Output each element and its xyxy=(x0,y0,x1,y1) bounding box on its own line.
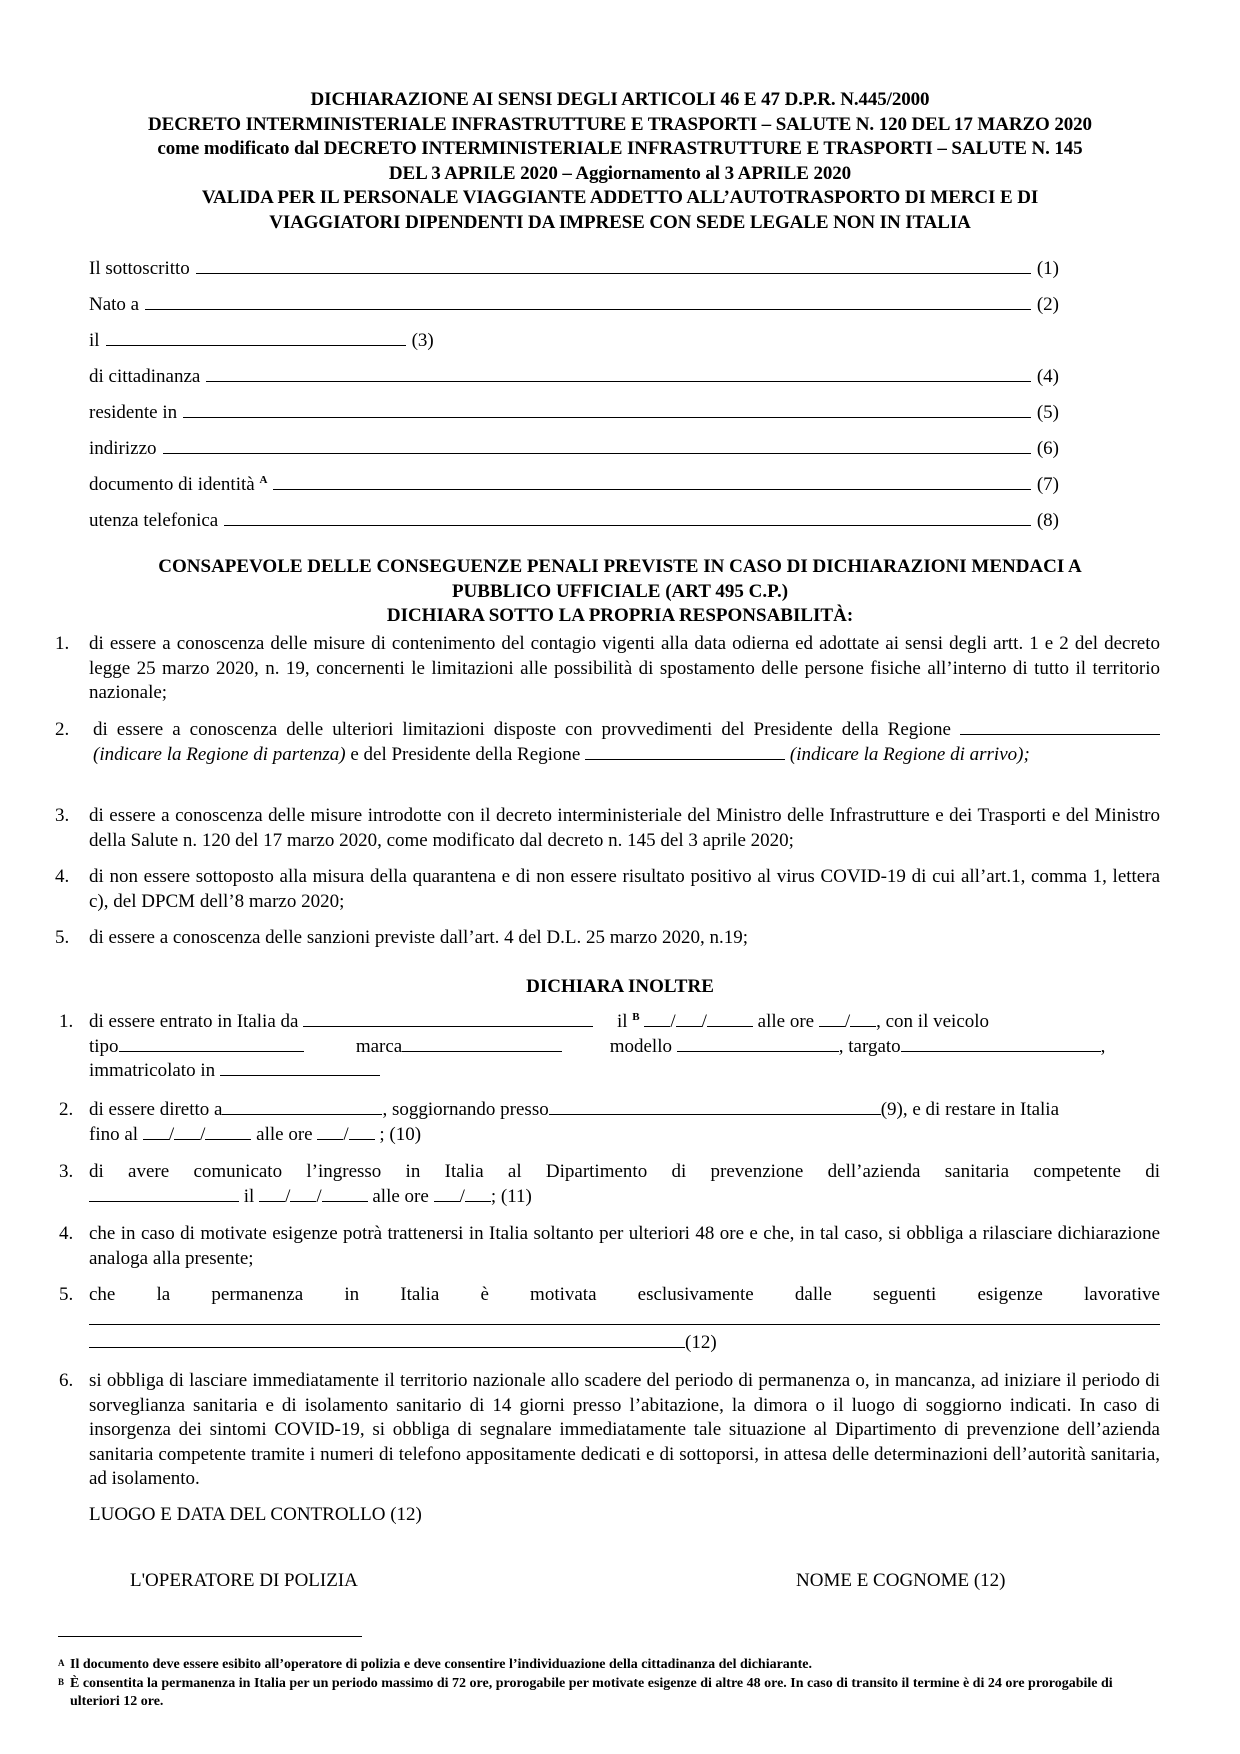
field-label: Nato a xyxy=(89,294,140,315)
footnote-b xyxy=(58,1675,1168,1711)
vehicle-type-input[interactable] xyxy=(119,1037,304,1052)
id-document-input[interactable] xyxy=(273,475,1030,490)
item-text xyxy=(89,1160,1160,1185)
header-line: DECRETO INTERMINISTERIALE INFRASTRUTTURE E TRASPORTI – SALUTE N. 120 DEL 17 MARZO 2020 xyxy=(148,113,1092,135)
field-label: Il sottoscritto xyxy=(89,258,190,279)
entry-month-input[interactable] xyxy=(676,1012,702,1027)
item-text-part: il xyxy=(243,1185,255,1207)
field-label: indirizzo xyxy=(89,438,157,459)
declaration-item xyxy=(55,865,1160,914)
item-text: di non essere sottoposto alla misura della quarantena e di non essere risultato positivo al virus COVID-19 di cui all’art.1, comma 1, lettera c), del DPCM dell’8 marzo 2020; xyxy=(89,866,1160,912)
item-text-part: di essere entrato in Italia da xyxy=(89,1011,299,1032)
header-line: VIAGGIATORI DIPENDENTI DA IMPRESE CON SEDE LEGALE NON IN ITALIA xyxy=(269,211,971,233)
vehicle-brand-input[interactable] xyxy=(402,1037,562,1052)
destination-input[interactable] xyxy=(222,1100,382,1115)
item-text-part: e del Presidente della Regione xyxy=(350,743,581,765)
item-text: che in caso di motivate esigenze potrà trattenersi in Italia soltanto per ulteriori 48 ore e che, in tal caso, si obbliga a rilasciare dichiarazione analoga alla presente; xyxy=(89,1223,1160,1269)
footnote-divider xyxy=(58,1636,362,1637)
item-number: 3. xyxy=(55,805,70,826)
header-line: DEL 3 APRILE 2020 – Aggiornamento al 3 APRILE 2020 xyxy=(388,162,852,184)
stay-minute-input[interactable] xyxy=(349,1125,375,1140)
further-item-obligation xyxy=(55,1369,1160,1492)
item-number: 4. xyxy=(55,866,70,887)
item-text: di essere a conoscenza delle sanzioni previste dall’art. 4 del D.L. 25 marzo 2020, n.19; xyxy=(89,927,748,948)
field-ref: (3) xyxy=(411,330,434,351)
health-agency-input[interactable] xyxy=(89,1187,239,1202)
work-reasons-input-line-1[interactable] xyxy=(89,1310,1160,1325)
field-ref: (4) xyxy=(1036,366,1059,387)
stay-month-input[interactable] xyxy=(174,1125,200,1140)
departure-region-input[interactable] xyxy=(960,720,1160,735)
stay-year-input[interactable] xyxy=(205,1125,251,1140)
work-reasons-lines xyxy=(89,1310,1160,1356)
item-number: 6. xyxy=(59,1370,74,1391)
field-residente xyxy=(89,402,1059,424)
footnote-ref-a[interactable]: A xyxy=(259,474,268,486)
field-label: il xyxy=(89,330,100,351)
comm-year-input[interactable] xyxy=(322,1187,368,1202)
field-ref: (6) xyxy=(1036,438,1059,459)
header-line: VALIDA PER IL PERSONALE VIAGGIANTE ADDETTO ALL’AUTOTRASPORTO DI MERCI E DI xyxy=(201,187,1039,208)
heading-line: CONSAPEVOLE DELLE CONSEGUENZE PENALI PREVISTE IN CASO DI DICHIARAZIONI MENDACI A xyxy=(158,556,1082,577)
item-number: 1. xyxy=(59,1011,74,1032)
item-text: di essere diretto a , soggiornando presso (9), e di restare in Italia fino al / / alle ore / ; (10) xyxy=(89,1099,1060,1145)
heading-line: PUBBLICO UFFICIALE (ART 495 C.P.) xyxy=(451,580,789,602)
item-text: di essere entrato in Italia da il $^B$ / / alle ore / , con il veicolo tipo marca modello , targato , immatricolato in xyxy=(89,1011,1106,1081)
item-text-part: fino al xyxy=(89,1123,139,1145)
officer-name-label: NOME E COGNOME (12) xyxy=(796,1570,1006,1591)
birthplace-input[interactable] xyxy=(145,295,1031,310)
item-number: 5. xyxy=(55,927,70,948)
item-number: 5. xyxy=(59,1284,74,1305)
further-item-destination xyxy=(55,1098,1160,1147)
residence-input[interactable] xyxy=(183,403,1031,418)
sottoscritto-input[interactable] xyxy=(196,259,1031,274)
lodging-input[interactable] xyxy=(549,1100,881,1115)
item-text-part: che la permanenza in Italia è motivata esclusivamente dalle seguenti esigenze lavorative xyxy=(89,1284,1160,1305)
field-cittadinanza xyxy=(89,366,1059,388)
item-text-part: , soggiornando presso xyxy=(382,1099,549,1120)
document-header xyxy=(80,88,1160,235)
field-il xyxy=(89,330,1059,352)
field-ref: (2) xyxy=(1036,294,1059,315)
departure-region-hint: (indicare la Regione di partenza) xyxy=(93,743,346,765)
place-date-label: LUOGO E DATA DEL CONTROLLO (12) xyxy=(89,1504,422,1525)
entry-origin-input[interactable] xyxy=(303,1012,593,1027)
declaration-item xyxy=(55,926,1160,951)
item-text-part: , targato xyxy=(838,1035,901,1057)
item-text-part: ; (10) xyxy=(379,1123,422,1145)
item-number: 1. xyxy=(55,633,70,654)
comm-month-input[interactable] xyxy=(290,1187,316,1202)
stay-hour-input[interactable] xyxy=(317,1125,343,1140)
item-text xyxy=(89,1283,1160,1308)
item-text-part: alle ore xyxy=(372,1185,429,1207)
arrival-region-input[interactable] xyxy=(585,745,785,760)
field-nato-a xyxy=(89,294,1059,316)
field-label: residente in xyxy=(89,402,178,423)
entry-day-input[interactable] xyxy=(644,1012,670,1027)
footnote-mark: A xyxy=(58,1658,65,1668)
item-text-part: di essere diretto a xyxy=(89,1099,223,1120)
declaration-item xyxy=(55,718,1160,767)
item-text-part: tipo xyxy=(89,1035,119,1057)
comm-day-input[interactable] xyxy=(259,1187,285,1202)
item-text-part: alle ore xyxy=(757,1011,815,1032)
item-text-line: il / / alle ore / ; (11) xyxy=(89,1185,1160,1210)
footnote-text: Il documento deve essere esibito all’operatore di polizia e deve consentire l’individuazione della cittadinanza del dichiarante. xyxy=(70,1657,812,1672)
field-ref: (5) xyxy=(1036,402,1059,423)
item-number: 2. xyxy=(59,1099,74,1120)
vehicle-model-input[interactable] xyxy=(677,1037,839,1052)
item-text-part: ; (11) xyxy=(490,1185,532,1207)
further-item-communication xyxy=(55,1160,1160,1209)
heading-line: DICHIARA SOTTO LA PROPRIA RESPONSABILITÀ: xyxy=(386,605,854,626)
phone-input[interactable] xyxy=(224,511,1031,526)
vehicle-registration-input[interactable] xyxy=(220,1061,380,1076)
header-line: DICHIARAZIONE AI SENSI DEGLI ARTICOLI 46 E 47 D.P.R. N.445/2000 xyxy=(310,89,930,110)
item-text: di essere a conoscenza delle misure introdotte con il decreto interministeriale del Ministro delle Infrastrutture e dei Trasporti e del Ministro della Salute n. 120 del 17 marzo 2020, come modificato dal decreto n. 145 del 3 aprile 2020; xyxy=(89,805,1160,851)
entry-hour-input[interactable] xyxy=(819,1012,845,1027)
field-indirizzo xyxy=(89,438,1059,460)
field-ref: (1) xyxy=(1036,258,1059,279)
footnote-ref-b[interactable]: B xyxy=(632,1011,640,1023)
item-text-part: , con il veicolo xyxy=(876,1011,990,1032)
arrival-region-hint: (indicare la Regione di arrivo); xyxy=(789,743,1030,765)
entry-year-input[interactable] xyxy=(707,1012,753,1027)
item-text xyxy=(93,718,1160,767)
item-number: 3. xyxy=(59,1161,74,1182)
birthdate-input[interactable] xyxy=(106,331,406,346)
footnote-a xyxy=(58,1656,1168,1674)
field-sottoscritto xyxy=(89,258,1059,280)
address-input[interactable] xyxy=(163,439,1031,454)
item-text-part: di essere a conoscenza delle ulteriori limitazioni disposte con provvedimenti del Presidente della Regione xyxy=(93,719,951,740)
item-text-part: immatricolato in xyxy=(89,1060,216,1081)
item-text-part: di avere comunicato l’ingresso in Italia al Dipartimento di prevenzione dell’azienda sanitaria competente di xyxy=(89,1161,1160,1182)
item-text-part: (12) xyxy=(685,1331,717,1353)
item-number: 2. xyxy=(55,719,70,740)
stay-day-input[interactable] xyxy=(143,1125,169,1140)
further-item-entry xyxy=(55,1010,1160,1084)
item-text: di essere a conoscenza delle misure di contenimento del contagio vigenti alla data odierna ed adottate ai sensi degli artt. 1 e 2 del decreto legge 25 marzo 2020, n. 19, concernenti le limitazioni alle possibilità di spostamento delle persone fisiche all’interno di tutto il territorio nazionale; xyxy=(89,633,1160,703)
field-label: di cittadinanza xyxy=(89,366,201,387)
header-line: come modificato dal DECRETO INTERMINISTERIALE INFRASTRUTTURE E TRASPORTI – SALUTE N. 145 xyxy=(157,138,1083,159)
officer-label: L'OPERATORE DI POLIZIA xyxy=(130,1570,358,1591)
field-telefono xyxy=(89,510,1059,532)
item-text-part: il xyxy=(616,1011,628,1032)
entry-minute-input[interactable] xyxy=(850,1012,876,1027)
declaration-heading xyxy=(80,555,1160,629)
citizenship-input[interactable] xyxy=(206,367,1031,382)
item-text-part: (9), e di restare in Italia xyxy=(880,1099,1060,1120)
field-documento xyxy=(89,474,1059,496)
item-number: 4. xyxy=(59,1223,74,1244)
further-item-work-reasons xyxy=(55,1283,1160,1355)
item-text-line xyxy=(89,1331,1160,1356)
footnote-text: È consentita la permanenza in Italia per un periodo massimo di 72 ore, prorogabile per motivate esigenze di altre 48 ore. In caso di transito il termine è di 24 ore prorogabile di ulteriori 12 ore. xyxy=(70,1676,1113,1709)
item-text-part: modello xyxy=(609,1035,672,1057)
field-label-text: documento di identità xyxy=(89,474,255,495)
item-text: si obbliga di lasciare immediatamente il territorio nazionale allo scadere del periodo di permanenza o, in mancanza, ad iniziare il periodo di sorveglianza sanitaria e di isolamento sanitario di 14 giorni presso l’abitazione, la dimora o il luogo di soggiorno indicati. In caso di insorgenza dei sintomi COVID-19, si obbliga di segnalare immediatamente tale situazione al Dipartimento di prevenzione dell’azienda sanitaria competente tramite i numeri di telefono appositamente dedicati e di sottoporsi, in attesa delle determinazioni dell’autorità sanitaria, ad isolamento. xyxy=(89,1370,1160,1489)
comm-minute-input[interactable] xyxy=(465,1187,491,1202)
field-ref: (8) xyxy=(1036,510,1059,531)
further-item-extension xyxy=(55,1222,1160,1271)
work-reasons-input-line-2[interactable] xyxy=(89,1333,685,1348)
footnote-mark: B xyxy=(58,1677,65,1687)
field-ref: (7) xyxy=(1036,474,1059,495)
further-heading: DICHIARA INOLTRE xyxy=(526,976,714,997)
vehicle-plate-input[interactable] xyxy=(901,1037,1101,1052)
field-label xyxy=(89,474,267,496)
comm-hour-input[interactable] xyxy=(434,1187,460,1202)
field-label: utenza telefonica xyxy=(89,510,219,531)
item-text-part: marca xyxy=(355,1035,403,1057)
declaration-item xyxy=(55,804,1160,853)
item-text-part: alle ore xyxy=(256,1123,313,1145)
declaration-item xyxy=(55,632,1160,706)
